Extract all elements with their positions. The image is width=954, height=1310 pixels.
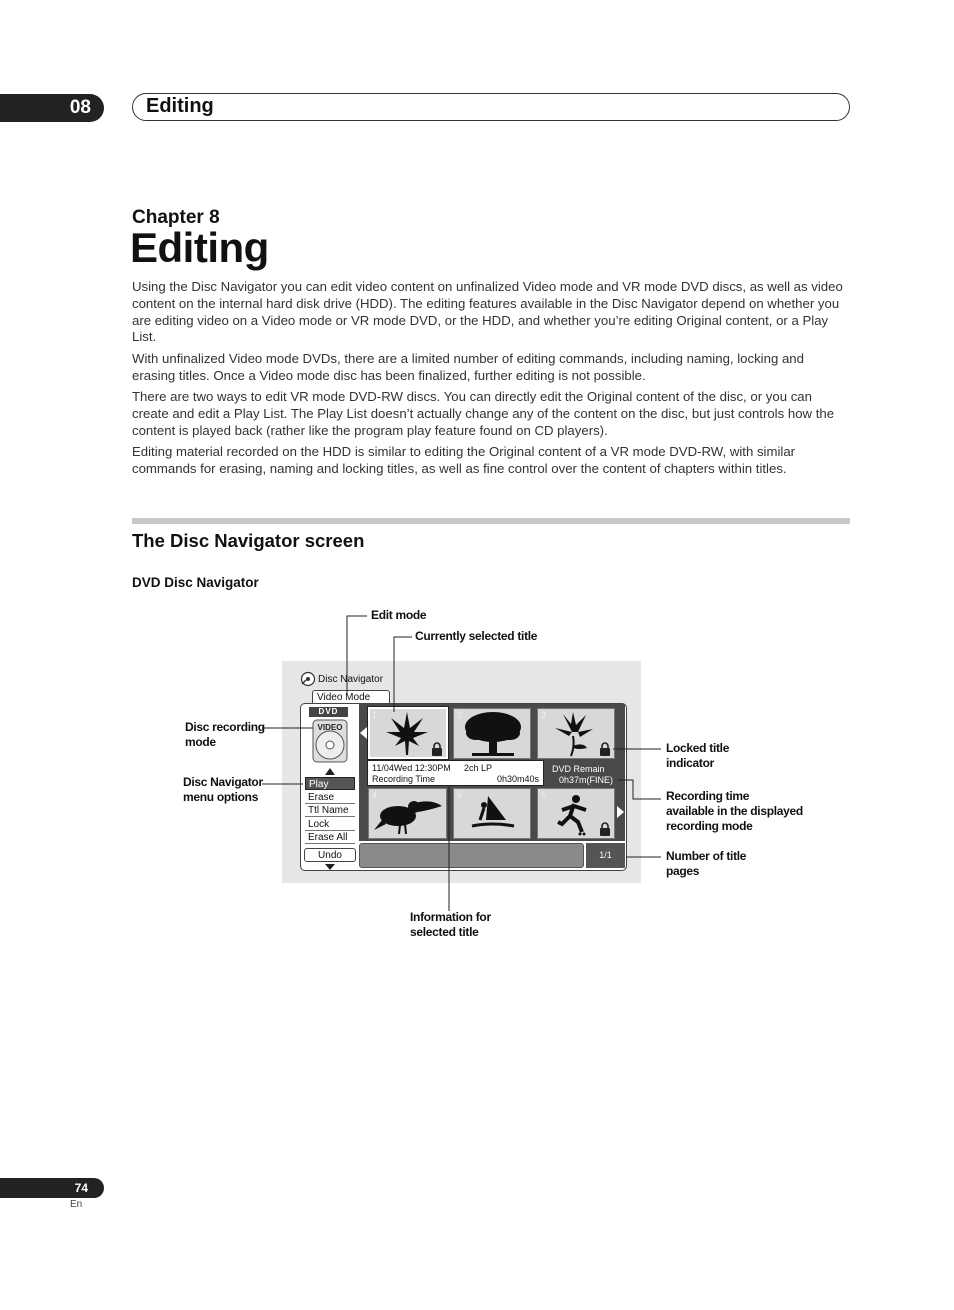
header-section-title: Editing: [146, 95, 214, 117]
page-number: 74: [0, 1178, 104, 1198]
title-number: 5: [457, 790, 463, 800]
callout-rec-mode-line2: mode: [185, 735, 216, 749]
menu-item-play[interactable]: Play: [305, 777, 355, 790]
status-bar: [359, 843, 584, 868]
callout-pages-line1: Number of title: [666, 849, 747, 863]
chapter-title: Editing: [130, 224, 269, 271]
grid-left-arrow-icon[interactable]: [359, 727, 367, 739]
section-title: The Disc Navigator screen: [132, 530, 365, 551]
title-number: 2: [457, 710, 463, 720]
info-rec-value: 0h30m40s: [497, 774, 540, 784]
mode-tab: Video Mode: [312, 690, 390, 704]
disc-mode-label: VIDEO: [317, 723, 343, 732]
tree-icon: [462, 710, 524, 758]
menu-item-title-name[interactable]: Ttl Name: [305, 804, 355, 817]
paragraph-2: With unfinalized Video mode DVDs, there are a limited number of editing commands, including naming, locking and erasing titles. Once a Video mode disc has been finalized, further editing is not possible.: [132, 351, 804, 383]
callout-rectime-line3: recording mode: [666, 819, 753, 833]
menu-down-arrow-icon[interactable]: [325, 864, 335, 870]
callout-info-line1: Information for: [410, 910, 491, 924]
callout-locked-line1: Locked title: [666, 741, 730, 755]
screen-title: Disc Navigator: [318, 674, 384, 685]
menu-item-erase-all[interactable]: Erase All: [305, 831, 355, 844]
chapter-number-tab: 08: [0, 94, 104, 122]
page-language: En: [70, 1199, 83, 1210]
callout-rec-mode-line1: Disc recording: [185, 720, 265, 734]
lock-icon: [431, 742, 443, 756]
dvd-logo: DVD: [309, 707, 348, 717]
disc-navigator-icon: [300, 671, 316, 687]
callout-rectime-line2: available in the displayed: [666, 804, 803, 818]
remain-value: 0h37m(FINE): [559, 775, 614, 785]
menu-item-erase[interactable]: Erase: [305, 791, 355, 804]
info-mode: 2ch LP: [464, 763, 493, 773]
windsurfer-icon: [470, 794, 516, 836]
lock-icon: [599, 742, 611, 756]
section-rule: [132, 518, 850, 524]
menu-item-lock[interactable]: Lock: [305, 818, 355, 831]
page-count: 1/1: [586, 843, 625, 868]
skater-icon: [556, 794, 592, 836]
title-number: 6: [541, 790, 547, 800]
lock-icon: [599, 822, 611, 836]
info-rec-label: Recording Time: [372, 774, 436, 784]
toucan-icon: [372, 792, 444, 836]
callout-pages-line2: pages: [666, 864, 700, 878]
remain-label: DVD Remain: [552, 764, 605, 774]
callout-menu-line1: Disc Navigator: [183, 775, 263, 789]
menu-up-arrow-icon[interactable]: [325, 768, 335, 775]
undo-button[interactable]: Undo: [304, 848, 356, 862]
chapter-label: Chapter 8: [132, 207, 220, 228]
callout-current-title: Currently selected title: [415, 629, 538, 643]
paragraph-1: Using the Disc Navigator you can edit video content on unfinalized Video mode and VR mode DVD discs, as well as video content on the internal hard disk drive (HDD). The editing features available in the Disc Navigator depend on whether you are editing video on a Video mode or VR mode DVD, or the HDD, and whether you’re editing Original content, or a Play List.: [132, 279, 843, 345]
callout-rectime-line1: Recording time: [666, 789, 750, 803]
info-date: 11/04Wed 12:30PM: [372, 763, 451, 773]
callout-locked-line2: indicator: [666, 756, 714, 770]
lily-icon: [549, 710, 595, 758]
callout-info-line2: selected title: [410, 925, 479, 939]
title-number: 4: [372, 790, 378, 800]
section-subtitle: DVD Disc Navigator: [132, 575, 259, 590]
paragraph-4: Editing material recorded on the HDD is similar to editing the Original content of a VR mode DVD-RW, with similar commands for erasing, naming and locking titles, as well as fine control over the content of chapters within titles.: [132, 444, 796, 476]
paragraph-3: There are two ways to edit VR mode DVD-RW discs. You can directly edit the Original content of the disc, or you can create and edit a Play List. The Play List doesn’t actually change any of the content on the disc, but just controls how the content is played back (rather like the program play feature found on CD players).: [132, 389, 835, 438]
grid-right-arrow-icon[interactable]: [617, 806, 625, 818]
title-number: 3: [541, 710, 547, 720]
callout-edit-mode: Edit mode: [371, 608, 427, 622]
leaf-icon: [385, 710, 429, 756]
header-bar: [132, 93, 850, 121]
callout-menu-line2: menu options: [183, 790, 259, 804]
title-number: 1: [372, 710, 378, 720]
